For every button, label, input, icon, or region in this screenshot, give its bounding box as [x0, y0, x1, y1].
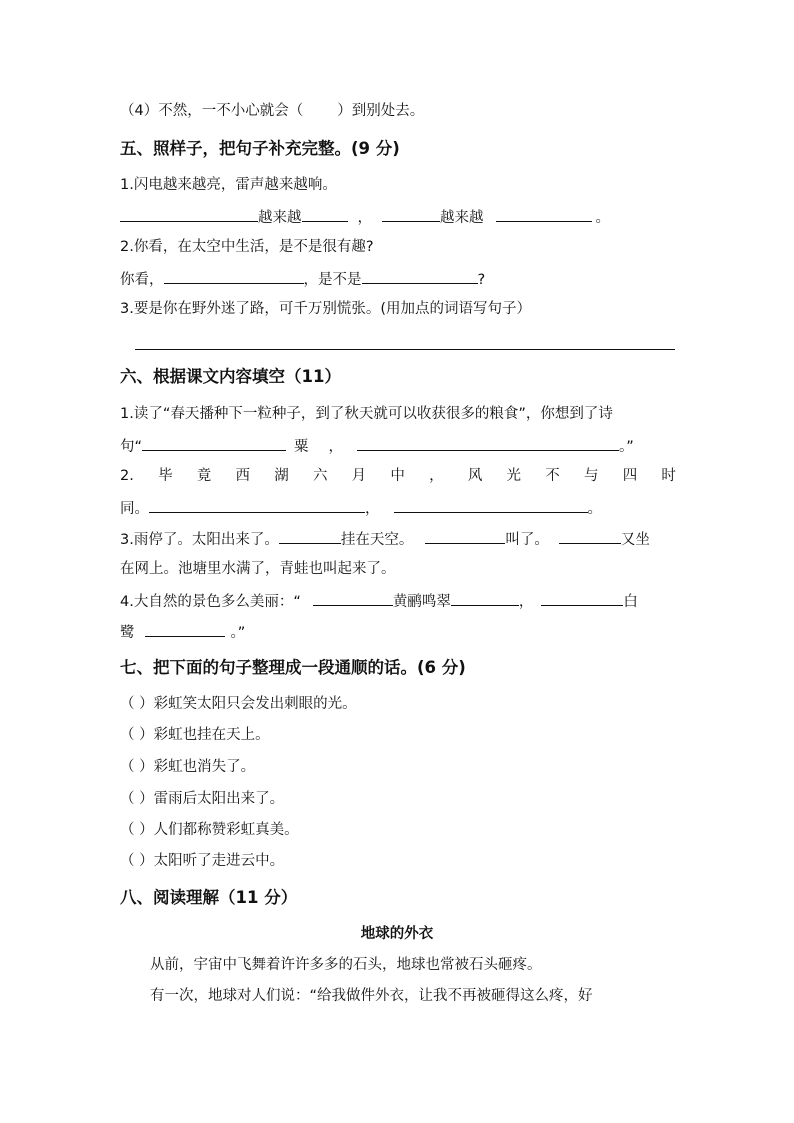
s6-q3-line2: 在网上。池塘里水满了，青蛙也叫起来了。: [120, 561, 396, 577]
s6-q4-a: 4.大自然的景色多么美丽：“: [120, 594, 301, 610]
section-5-heading: 五、照样子，把句子补充完整。(9 分): [120, 139, 400, 158]
blank[interactable]: [145, 621, 225, 637]
blank[interactable]: [302, 206, 348, 222]
s6-q3-d: 又坐: [620, 532, 650, 548]
section-8-heading: 八、阅读理解（11 分）: [120, 888, 298, 907]
blank[interactable]: [362, 268, 478, 284]
s5-q1-b: 越来越: [440, 210, 484, 226]
blank[interactable]: [541, 590, 623, 606]
char: 与: [583, 468, 599, 484]
blank[interactable]: [451, 590, 519, 606]
comma: ，: [328, 439, 344, 455]
comma: ，: [357, 210, 372, 226]
list-item[interactable]: （ ）彩虹笑太阳只会发出刺眼的光。: [120, 696, 357, 712]
char: 西: [235, 468, 250, 484]
s6-q2-a: 同。: [120, 501, 149, 517]
s5-q2-b: ，是不是: [303, 272, 362, 288]
blank[interactable]: [279, 528, 341, 544]
s6-q4-b: 黄鹂鸣翠: [392, 594, 451, 610]
passage-paragraph-2: 有一次，地球对人们说：“给我做件外衣，让我不再被砸得这么疼，好: [150, 988, 593, 1004]
char: 毕: [158, 468, 173, 484]
char: 月: [351, 468, 367, 484]
blank[interactable]: [559, 528, 621, 544]
char: 不: [545, 468, 560, 484]
list-item[interactable]: （ ）彩虹也挂在天上。: [120, 727, 270, 743]
comma: ，: [518, 594, 534, 610]
q4-4-prefix: （4）不然，一不小心就会（: [120, 103, 304, 119]
list-item[interactable]: （ ）雷雨后太阳出来了。: [120, 791, 285, 807]
blank[interactable]: [149, 497, 365, 513]
s5-q1-a: 越来越: [258, 210, 302, 226]
passage-paragraph-1: 从前，宇宙中飞舞着许许多多的石头，地球也常被石头砸疼。: [150, 957, 542, 973]
char: 六: [312, 468, 328, 484]
s6-q3-a: 3.雨停了。太阳出来了。: [120, 532, 279, 548]
s5-q1: 1.闪电越来越亮，雷声越来越响。: [120, 177, 337, 193]
s6-q3-b: 挂在天空。: [340, 532, 414, 548]
word-su: 粟: [294, 439, 309, 455]
s6-q4-line2: [120, 621, 245, 643]
blank[interactable]: [142, 435, 286, 451]
quote-open: 句“: [120, 439, 143, 455]
s6-q4-lu: 鹭: [120, 625, 135, 641]
s5-q2-fill: [120, 268, 485, 290]
quote-close: 。”: [619, 439, 634, 455]
quote-close: 。”: [230, 625, 246, 641]
s6-q4-line1: [120, 590, 638, 612]
blank[interactable]: [425, 528, 505, 544]
char: ，: [429, 468, 444, 484]
s5-q2: 2.你看，在太空中生活，是不是很有趣?: [120, 239, 374, 255]
blank[interactable]: [394, 497, 588, 513]
comma: ，: [365, 501, 380, 517]
blank[interactable]: [357, 435, 619, 451]
blank[interactable]: [120, 206, 258, 222]
s5-q3: 3.要是你在野外迷了路，可千万别慌张。(用加点的词语写句子）: [120, 301, 531, 317]
char: 湖: [274, 468, 289, 484]
s5-q1-fill: [120, 206, 610, 228]
section-7-heading: 七、把下面的句子整理成一段通顺的话。(6 分): [120, 658, 466, 677]
section-6-heading: 六、根据课文内容填空（11）: [120, 367, 341, 386]
passage-title: 地球的外衣: [360, 926, 434, 942]
s6-q3-c: 叫了。: [505, 532, 549, 548]
question-4-4: [120, 101, 424, 121]
char: 竟: [196, 468, 212, 484]
blank[interactable]: [382, 206, 440, 222]
char: 光: [506, 468, 522, 484]
answer-line[interactable]: [135, 348, 675, 350]
char: 风: [467, 468, 483, 484]
s6-q2-line1: [120, 466, 676, 486]
s5-q2-a: 你看，: [120, 272, 164, 288]
list-item[interactable]: （ ）太阳听了走进云中。: [120, 853, 285, 869]
char: 四: [622, 468, 638, 484]
s6-q4-d: 白: [623, 594, 638, 610]
blank[interactable]: [496, 206, 592, 222]
blank[interactable]: [313, 590, 393, 606]
char: 2.: [120, 468, 134, 484]
list-item[interactable]: （ ）彩虹也消失了。: [120, 759, 256, 775]
char: 时: [661, 468, 676, 484]
blank[interactable]: [164, 268, 304, 284]
s6-q3-line1: [120, 528, 650, 550]
char: 中: [390, 468, 405, 484]
period: 。: [595, 210, 610, 226]
s6-q1-line2: [120, 435, 634, 457]
period: 。: [587, 501, 602, 517]
list-item[interactable]: （ ）人们都称赞彩虹真美。: [120, 822, 299, 838]
question-mark: ?: [477, 272, 486, 288]
q4-4-suffix: ）到别处去。: [337, 103, 425, 119]
s6-q1-line1: 1.读了“春天播种下一粒种子，到了秋天就可以收获很多的粮食”，你想到了诗: [120, 406, 613, 422]
s6-q2-line2: [120, 497, 602, 519]
